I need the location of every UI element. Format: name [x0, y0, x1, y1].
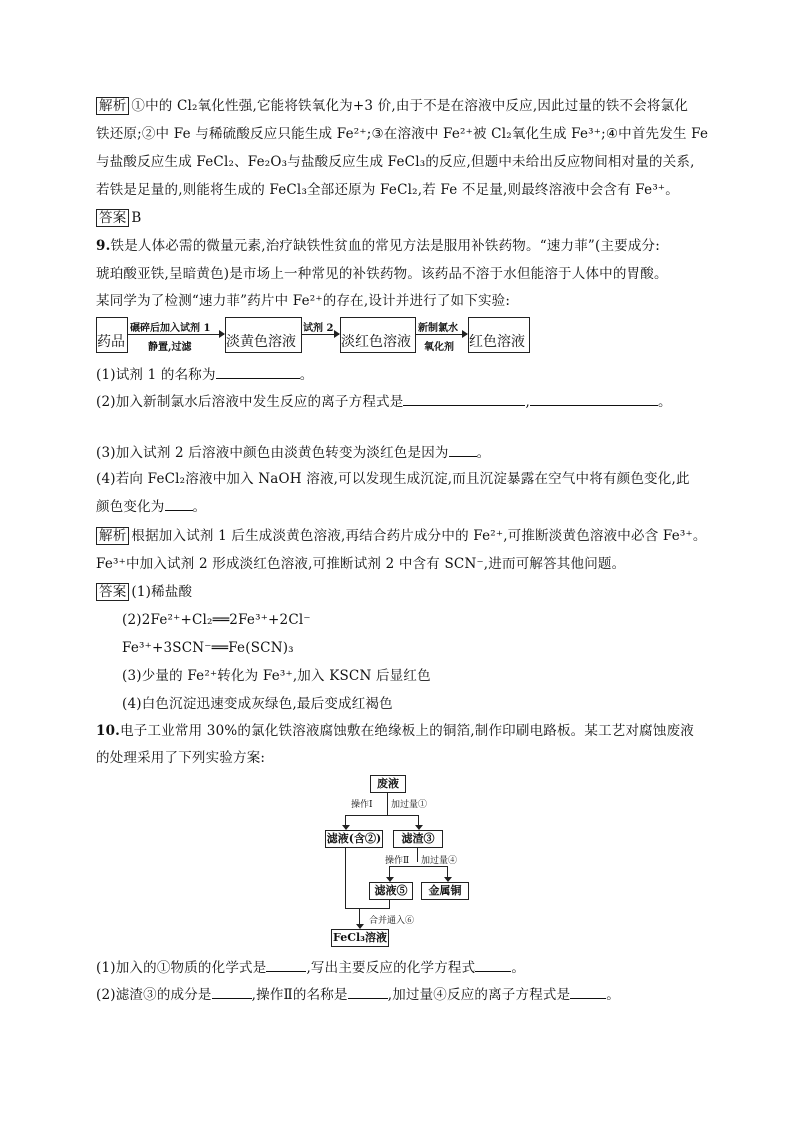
q9-sub-1-end: 。 [299, 367, 314, 383]
q9-sub-3-text: (3)加入试剂 2 后溶液中颜色由淡黄色转变为淡红色是因为 [96, 445, 449, 461]
diagram-add1: 加过量① [391, 800, 428, 810]
diagram-op1: 操作Ⅰ [351, 800, 373, 810]
q9-flowchart [96, 315, 536, 355]
analysis-1-line-2: 铁还原;②中 Fe 与稀硫酸反应只能生成 Fe²⁺;③在溶液中 Fe²⁺被 Cl₂氧化生成 Fe³⁺;④中首先发生 Fe [96, 126, 709, 142]
q9-sub-4b [96, 497, 696, 516]
analysis-2-line-2: Fe³⁺中加入试剂 2 形成淡红色溶液,可推断试剂 2 中含有 SCN⁻,进而可解答其他问题。 [96, 556, 626, 572]
q9-sub-2-text: (2)加入新制氯水后溶液中发生反应的离子方程式是 [96, 394, 404, 410]
analysis-1-line-4: 若铁是足量的,则能将生成的 FeCl₃全部还原为 FeCl₂,若 Fe 不足量,则最终溶液中会含有 Fe³⁺。 [96, 182, 679, 198]
flow-box-light-yellow [225, 317, 302, 353]
q9-sub-1-text: (1)试剂 1 的名称为 [96, 367, 216, 383]
q9-blank-1 [216, 365, 300, 379]
q9-sub-2-end: 。 [657, 394, 672, 410]
flow-arrow-3 [415, 334, 467, 335]
q10-blank-2a [212, 985, 252, 999]
q9-number: 9. [96, 238, 111, 254]
q10-process-diagram [325, 770, 475, 950]
answer-2-a4: (4)白色沉淀迅速变成灰绿色,最后变成红褐色 [122, 696, 393, 712]
q10-blank-1b [475, 958, 511, 972]
diagram-arrow-product [359, 908, 360, 928]
q10-blank-2b [348, 985, 388, 999]
flow-arrow-1-top: 碾碎后加入试剂 1 [130, 323, 211, 334]
diagram-op2: 操作Ⅱ [385, 856, 410, 866]
diagram-arrow-left [345, 815, 346, 829]
q10-blank-2c [570, 985, 606, 999]
diagram-split-line [345, 815, 418, 816]
analysis-1-line-1 [96, 97, 696, 115]
q9-sub-3-end: 。 [476, 445, 491, 461]
analysis-1-line-3: 与盐酸反应生成 FeCl₂、Fe₂O₃与盐酸反应生成 FeCl₃的反应,但题中未给出反应物间相对量的关系, [96, 154, 695, 170]
diagram-split-line-2 [389, 866, 447, 867]
flow-box-light-yellow-label: 淡黄色溶液 [226, 334, 296, 350]
flow-box-medicine [96, 317, 128, 353]
diagram-product: FeCl₃溶液 [331, 929, 389, 947]
flow-box-medicine-label: 药品 [97, 334, 125, 350]
q9-line-2: 琥珀酸亚铁,呈暗黄色)是市场上一种常见的补铁药物。该药品不溶于水但能溶于人体中的胃酸。 [96, 266, 668, 282]
q10-sub-1-mid: ,写出主要反应的化学方程式 [306, 960, 476, 976]
analysis-2-line-1 [96, 527, 707, 545]
diagram-line-1 [387, 793, 388, 815]
q10-number: 10. [96, 723, 121, 739]
q10-sub-2 [96, 985, 696, 1004]
q9-sub-4a: (4)若向 FeCl₂溶液中加入 NaOH 溶液,可以发现生成沉淀,而且沉淀暴露在空气中将有颜色变化,此 [96, 471, 690, 487]
q9-blank-2b [530, 392, 658, 406]
q10-line-2: 的处理采用了下列实验方案: [96, 750, 266, 766]
q10-sub-2-text: (2)滤渣③的成分是 [96, 987, 212, 1003]
diagram-filtrate-5: 滤液⑤ [369, 882, 413, 900]
answer-2-a1: (1)稀盐酸 [131, 584, 193, 600]
analysis-1-text: ①中的 Cl₂氧化性强,它能将铁氧化为+3 价,由于不是在溶液中反应,因此过量的铁不会将氯化 [131, 98, 689, 114]
q10-line-1 [96, 722, 696, 740]
diagram-add2: 加过量④ [421, 856, 458, 866]
diagram-merge-left [345, 848, 346, 908]
diagram-merge-join [345, 908, 390, 909]
q9-sub-4-end: 。 [192, 499, 207, 515]
analysis-2-text: 根据加入试剂 1 后生成淡黄色溶液,再结合药片成分中的 Fe²⁺,可推断淡黄色溶液中必含 Fe³⁺。 [131, 528, 707, 544]
q9-line-3: 某同学为了检测“速力菲”药片中 Fe²⁺的存在,设计并进行了如下实验: [96, 293, 511, 309]
diagram-merge-label: 合并通入⑥ [369, 916, 415, 926]
q10-text-1: 电子工业常用 30%的氯化铁溶液腐蚀敷在绝缘板上的铜箔,制作印刷电路板。某工艺对腐蚀废液 [120, 723, 694, 739]
q10-sub-1-end: 。 [511, 960, 526, 976]
diagram-arrow-metal [447, 866, 448, 881]
answer-2-a3: (3)少量的 Fe²⁺转化为 Fe³⁺,加入 KSCN 后显红色 [122, 668, 431, 684]
answer-2-a2: (2)2Fe²⁺+Cl₂══2Fe³⁺+2Cl⁻ [122, 612, 311, 628]
diagram-metal-copper: 金属铜 [421, 882, 469, 900]
diagram-line-2 [417, 848, 418, 862]
diagram-waste-liquid: 废液 [370, 775, 406, 793]
q10-sub-2-end: 。 [606, 987, 620, 1003]
flow-arrow-3-bottom: 氧化剂 [424, 342, 454, 353]
answer-2-a2b: Fe³⁺+3SCN⁻══Fe(SCN)₃ [122, 640, 294, 656]
q10-sub-2-mid2: ,加过量④反应的离子方程式是 [387, 987, 571, 1003]
q9-text-1: 铁是人体必需的微量元素,治疗缺铁性贫血的常见方法是服用补铁药物。“速力菲”(主要成分: [110, 238, 661, 254]
q9-blank-3 [449, 443, 477, 457]
answer-1-value: B [131, 210, 142, 226]
q9-sub-4b-text: 颜色变化为 [96, 499, 165, 515]
q9-line-1 [96, 237, 696, 255]
flow-arrow-1 [127, 334, 224, 335]
q10-blank-1a [266, 958, 306, 972]
answer-2-line-1 [96, 583, 696, 601]
q9-sub-1 [96, 365, 696, 384]
flow-arrow-1-bottom: 静置,过滤 [148, 342, 192, 353]
q9-blank-4 [165, 497, 193, 511]
q10-sub-1 [96, 958, 696, 977]
flow-box-red [468, 317, 530, 353]
flow-box-light-red-label: 淡红色溶液 [341, 334, 411, 350]
q9-blank-2a [403, 392, 525, 406]
flow-box-light-red [340, 317, 416, 353]
q10-sub-1-text: (1)加入的①物质的化学式是 [96, 960, 267, 976]
diagram-filtrate: 滤液(含②) [325, 830, 383, 848]
analysis-2-tag: 解析 [96, 527, 129, 545]
diagram-residue: 滤渣③ [393, 830, 443, 848]
q9-sub-2-mid: , [525, 394, 530, 410]
diagram-arrow-right [418, 815, 419, 829]
analysis-tag: 解析 [96, 97, 129, 115]
flow-arrow-2-top: 试剂 2 [303, 323, 334, 334]
q9-sub-3 [96, 443, 696, 462]
answer-tag: 答案 [96, 209, 129, 227]
diagram-merge-right [389, 900, 390, 908]
q10-sub-2-mid: ,操作Ⅱ的名称是 [251, 987, 348, 1003]
diagram-arrow-5 [389, 866, 390, 881]
q9-sub-2 [96, 392, 696, 411]
answer-1 [96, 209, 696, 227]
flow-arrow-3-top: 新制氯水 [418, 323, 458, 334]
answer-2-tag: 答案 [96, 583, 129, 601]
flow-box-red-label: 红色溶液 [469, 334, 525, 350]
flow-arrow-2 [301, 334, 339, 335]
